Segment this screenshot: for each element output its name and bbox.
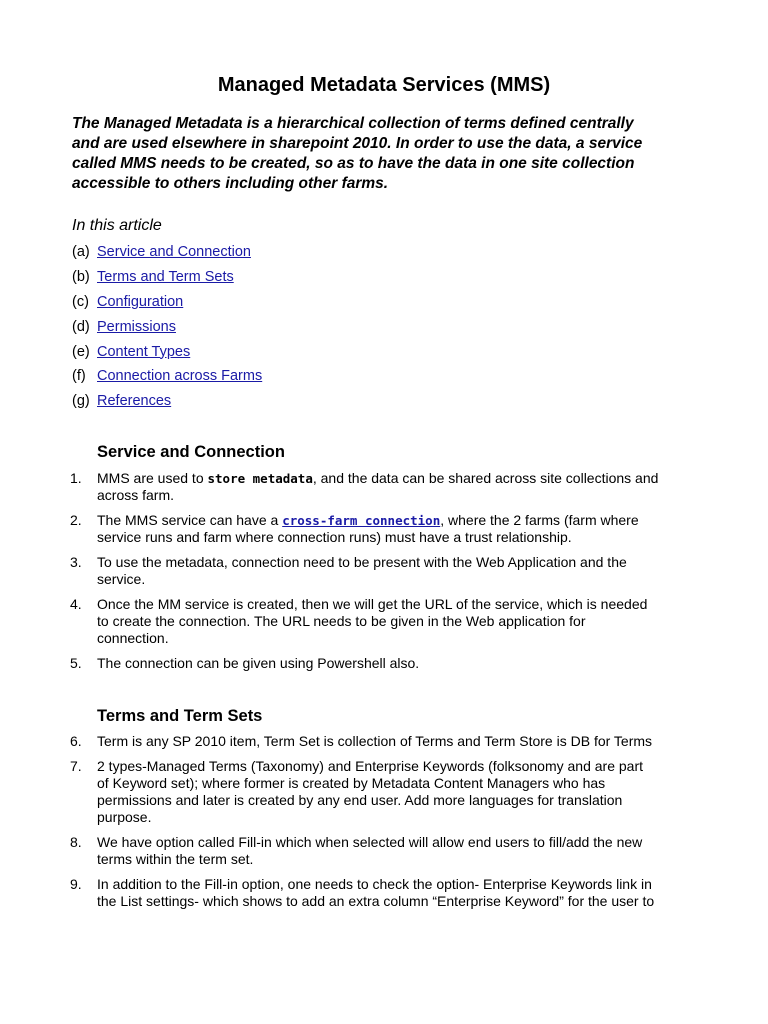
toc-item-label: (c) [72, 293, 89, 310]
intro-line: called MMS needs to be created, so as to have the data in one site collection [72, 155, 635, 172]
item-line: the List settings- which shows to add an extra column “Enterprise Keyword” for the user to [97, 893, 655, 909]
section-heading-terms-and-term-sets: Terms and Term Sets [97, 707, 263, 725]
toc-item-label: (b) [72, 268, 90, 285]
toc-link-terms-and-term-sets[interactable]: Terms and Term Sets [97, 268, 234, 285]
toc-item-label: (a) [72, 244, 90, 260]
toc-item [72, 366, 262, 391]
item-line [97, 470, 710, 487]
item-number: 6. [70, 733, 82, 749]
intro-paragraph [72, 114, 692, 194]
intro-line: The Managed Metadata is a hierarchical collection of terms defined centrally [72, 115, 634, 132]
list-item [70, 876, 710, 910]
item-line: across farm. [97, 487, 175, 503]
toc-link-references[interactable]: References [97, 393, 172, 410]
toc-link-configuration[interactable]: Configuration [97, 293, 184, 310]
item-line: of Keyword set); where former is created by Metadata Content Managers who has [97, 775, 606, 791]
item-number: 1. [70, 470, 82, 486]
item-line: Term is any SP 2010 item, Term Set is collection of Terms and Term Store is DB for Terms [97, 733, 653, 749]
toc-link-permissions[interactable]: Permissions [97, 318, 176, 335]
item-line: We have option called Fill-in which when selected will allow end users to fill/add the new [97, 834, 643, 850]
item-text: MMS are used to [97, 470, 208, 486]
list-item [70, 758, 710, 826]
toc-item [72, 317, 262, 342]
item-number: 4. [70, 596, 82, 612]
item-text: , where the 2 farms (farm where [440, 512, 639, 528]
list-item [70, 834, 710, 868]
item-number: 9. [70, 876, 82, 892]
list-item [70, 733, 710, 750]
item-line: service runs and farm where connection runs) must have a trust relationship. [97, 529, 572, 545]
item-line: To use the metadata, connection need to be present with the Web Application and the [97, 554, 627, 570]
toc-link-content-types[interactable]: Content Types [97, 343, 191, 360]
intro-line: and are used elsewhere in sharepoint 2010. In order to use the data, a service [72, 135, 643, 152]
toc-item-label: (d) [72, 318, 90, 335]
item-line: permissions and later is created by any end user. Add more languages for translation [97, 792, 623, 808]
item-line: Once the MM service is created, then we will get the URL of the service, which is needed [97, 596, 648, 612]
list-item [70, 554, 710, 588]
toc-link-connection-across-farms[interactable]: Connection across Farms [97, 368, 263, 385]
toc-item [72, 242, 262, 267]
section-heading-service-and-connection: Service and Connection [97, 443, 285, 461]
toc-heading: In this article [72, 217, 162, 234]
toc-item-label: (f) [72, 368, 86, 385]
toc-item [72, 391, 262, 416]
item-bold-text: store metadata [207, 471, 313, 486]
item-text: , and the data can be shared across site collections and [312, 470, 659, 486]
list-item [70, 512, 710, 546]
toc-item [72, 267, 262, 292]
item-line: to create the connection. The URL needs to be given in the Web application for [97, 613, 586, 629]
item-line: 2 types-Managed Terms (Taxonomy) and Enterprise Keywords (folksonomy and are part [97, 758, 643, 774]
table-of-contents [72, 242, 262, 416]
item-number: 3. [70, 554, 82, 570]
intro-line: accessible to others including other farms. [72, 175, 389, 192]
item-line: purpose. [97, 809, 152, 825]
item-line: The connection can be given using Powershell also. [97, 655, 420, 671]
list-item [70, 655, 710, 672]
page-title: Managed Metadata Services (MMS) [217, 74, 551, 96]
toc-item [72, 292, 262, 317]
item-line: terms within the term set. [97, 851, 254, 867]
list-item [70, 470, 710, 504]
terms-list [70, 733, 710, 918]
item-number: 8. [70, 834, 82, 850]
cross-farm-connection-link[interactable]: cross-farm connection [282, 513, 441, 528]
toc-item-label: (e) [72, 343, 90, 360]
item-number: 7. [70, 758, 82, 774]
toc-item-label: (g) [72, 393, 90, 410]
list-item [70, 596, 710, 647]
service-connection-list [70, 470, 710, 680]
item-number: 5. [70, 655, 82, 671]
toc-item [72, 342, 262, 367]
item-line: In addition to the Fill-in option, one needs to check the option- Enterprise Keywords link in [97, 876, 652, 892]
item-line: service. [97, 571, 146, 587]
item-line [97, 512, 710, 529]
item-text: The MMS service can have a [97, 512, 283, 528]
item-number: 2. [70, 512, 82, 528]
item-line: connection. [97, 630, 169, 646]
toc-link-service-and-connection[interactable]: Service and Connection [97, 244, 251, 260]
